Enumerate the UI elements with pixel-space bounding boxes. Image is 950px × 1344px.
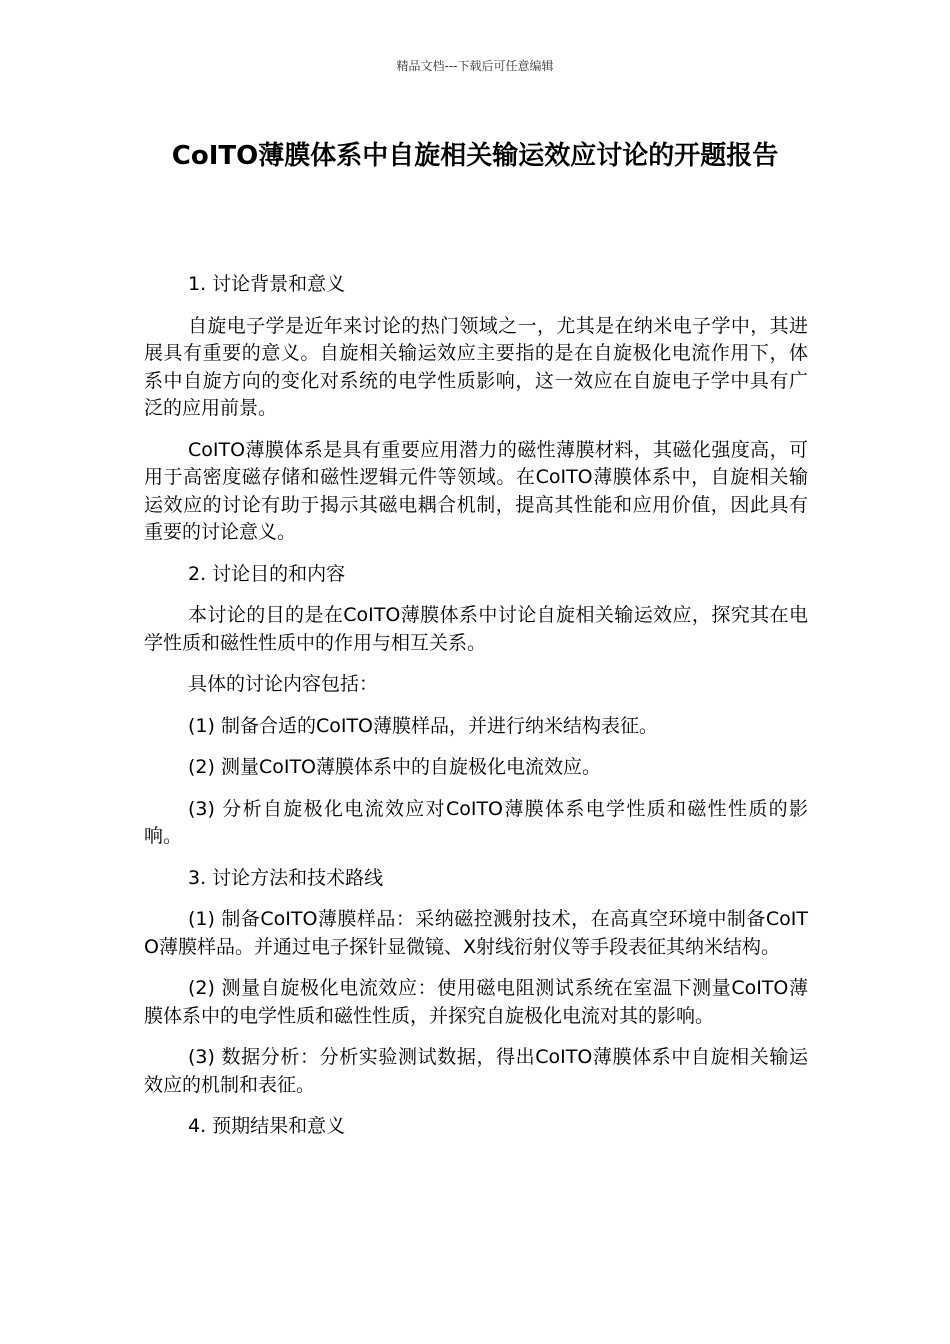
section-2-heading: 2. 讨论目的和内容 bbox=[188, 562, 346, 585]
section-2-item-2: (2) 测量CoITO薄膜体系中的自旋极化电流效应。 bbox=[188, 756, 602, 778]
section-1-paragraph-1: 自旋电子学是近年来讨论的热门领域之一，尤其是在纳米电子学中，其进展具有重要的意义。自旋相关输运效应主要指的是在自旋极化电流作用下，体系中自旋方向的变化对系统的电学性质影响，这一效应在自旋电子学中具有广泛的应用前景。 bbox=[144, 314, 808, 419]
document-body bbox=[144, 271, 808, 1155]
section-2-item-3: (3) 分析自旋极化电流效应对CoITO薄膜体系电学性质和磁性性质的影响。 bbox=[144, 797, 808, 847]
section-3-item-1: (1) 制备CoITO薄膜样品：采纳磁控溅射技术，在高真空环境中制备CoITO薄膜样品。并通过电子探针显微镜、X射线衍射仪等手段表征其纳米结构。 bbox=[144, 908, 808, 958]
section-4-heading: 4. 预期结果和意义 bbox=[188, 1115, 346, 1137]
section-3-item-3: (3) 数据分析：分析实验测试数据，得出CoITO薄膜体系中自旋相关输运效应的机制和表征。 bbox=[144, 1046, 808, 1096]
section-3-item-2: (2) 测量自旋极化电流效应：使用磁电阻测试系统在室温下测量CoITO薄膜体系中的电学性质和磁性性质，并探究自旋极化电流对其的影响。 bbox=[144, 977, 808, 1027]
section-1-paragraph-2: CoITO薄膜体系是具有重要应用潜力的磁性薄膜材料，其磁化强度高，可用于高密度磁存储和磁性逻辑元件等领域。在CoITO薄膜体系中，自旋相关输运效应的讨论有助于揭示其磁电耦合机制，提高其性能和应用价值，因此具有重要的讨论意义。 bbox=[144, 438, 808, 543]
document-title: CoITO薄膜体系中自旋相关输运效应讨论的开题报告 bbox=[171, 141, 779, 171]
page-header: 精品文档---下载后可任意编辑 bbox=[396, 59, 554, 73]
section-2-paragraph-1: 本讨论的目的是在CoITO薄膜体系中讨论自旋相关输运效应，探究其在电学性质和磁性性质中的作用与相互关系。 bbox=[144, 604, 808, 654]
section-2-item-1: (1) 制备合适的CoITO薄膜样品，并进行纳米结构表征。 bbox=[188, 714, 659, 737]
section-1-heading: 1. 讨论背景和意义 bbox=[188, 273, 346, 295]
section-3-heading: 3. 讨论方法和技术路线 bbox=[188, 866, 384, 889]
section-2-paragraph-2: 具体的讨论内容包括： bbox=[188, 673, 379, 695]
